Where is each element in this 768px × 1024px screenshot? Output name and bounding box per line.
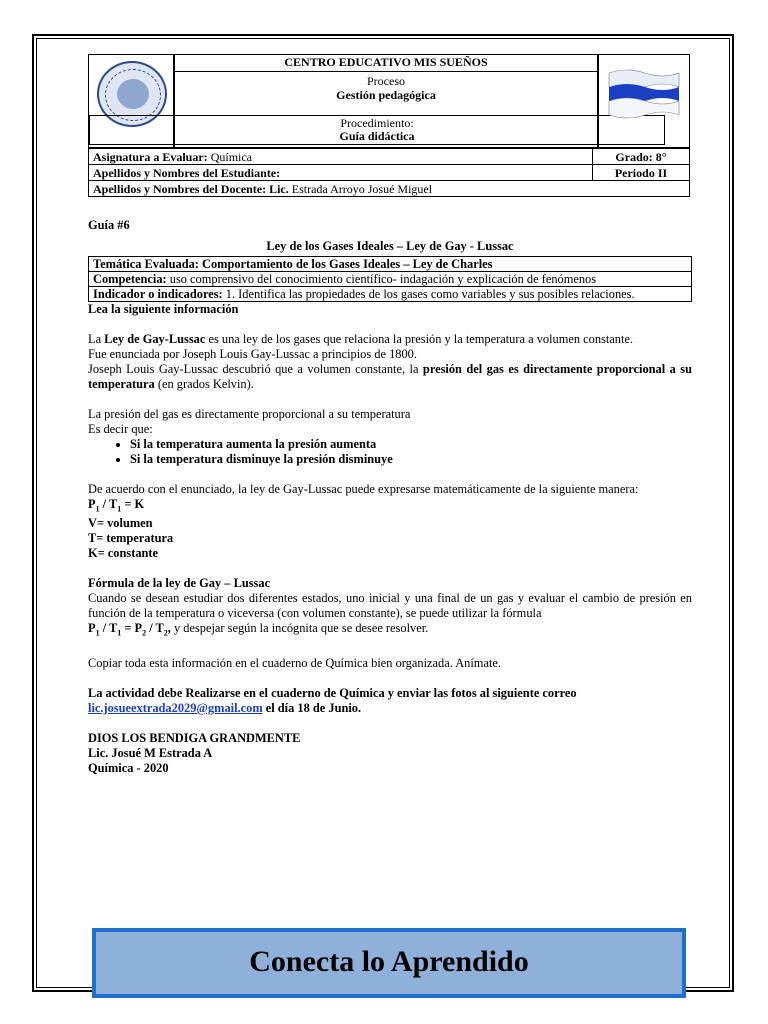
document-header [88,54,690,197]
procedimiento-row [89,115,665,145]
competencia-cell: Competencia: uso comprensivo del conocimiento científico- indagación y explicación de fenómenos [89,272,692,287]
paragraph-2: Fue enunciada por Joseph Louis Gay-Lussac a principios de 1800. [88,347,417,361]
proceso-value: Gestión pedagógica [336,88,436,102]
formula-1: $P_1 / T_1 = K$ [88,497,145,514]
guide-title: Ley de los Gases Ideales – Ley de Gay - Lussac [266,239,514,253]
list-item: • Si la temperatura aumenta la presión aumenta [130,437,692,452]
read-heading: Lea la siguiente información [88,302,239,316]
flag-cell [598,54,690,148]
paragraph-4: La presión del gas es directamente proporcional a su temperatura [88,407,411,421]
school-name: CENTRO EDUCATIVO MIS SUEÑOS [175,55,597,72]
paragraph-6: De acuerdo con el enunciado, la ley de Gay-Lussac puede expresarse matemáticamente de la siguiente manera: [88,482,639,496]
paragraph-1: La Ley de Gay-Lussac es una ley de los gases que relaciona la presión y la temperatura a volumen constante. [88,332,634,346]
proceso-label: Proceso [367,74,405,88]
procedimiento-label: Procedimiento: [340,116,414,130]
connect-banner: Conecta lo Aprendido [92,928,686,998]
periodo-cell: Periodo II [593,165,690,181]
docente-cell: Apellidos y Nombres del Docente: Lic. Estrada Arroyo Josué Miguel [89,181,690,197]
constant-definition: K= constante [88,546,159,561]
estudiante-cell: Apellidos y Nombres del Estudiante: [89,165,593,181]
paragraph-7: Cuando se desean estudiar dos diferentes estados, uno inicial y una final de un gas y evaluar el cambio de presión en función de la temperatura o viceversa (con volumen constante), se puede utilizar la fórmula [88,591,692,621]
temperature-definition: T= temperatura [88,531,174,546]
list-item: • Si la temperatura disminuye la presión disminuye [130,452,692,467]
formula-heading: Fórmula de la ley de Gay – Lussac [88,576,271,591]
tematica-cell: Temática Evaluada: Comportamiento de los Gases Ideales – Ley de Charles [89,257,692,272]
email-link[interactable]: lic.josueextrada2029@gmail.com [88,700,263,715]
document-body [88,218,692,776]
activity-text: La actividad debe Realizarse en el cuaderno de Química y enviar las fotos al siguiente correo [88,685,577,700]
indicador-cell: Indicador o indicadores: 1. Identifica las propiedades de los gases como variables y sus posibles relaciones. [89,287,692,302]
paragraph-5: Es decir que: [88,422,153,436]
volume-definition: V= volumen [88,516,153,531]
header-center [174,54,598,148]
signature-line-3: Química - 2020 [88,760,169,775]
rules-list [88,437,692,467]
paragraph-3: Joseph Louis Gay-Lussac descubrió que a volumen constante, la presión del gas es directamente proporcional a su temperatura (en grados Kelvin). [88,362,693,391]
grado-cell: Grado: 8° [593,149,690,165]
email-line: lic.josueextrada2029@gmail.com el día 18 de Junio. [88,700,362,715]
info-table [88,148,690,197]
signature-line-2: Lic. Josué M Estrada A [88,745,213,760]
flag-icon [607,67,681,119]
asignatura-cell: Asignatura a Evaluar: Química [89,149,593,165]
guide-number: Guía #6 [88,218,130,232]
signature-line-1: DIOS LOS BENDIGA GRANDMENTE [88,730,301,745]
procedimiento-value: Guía didáctica [339,129,415,143]
paragraph-8: Copiar toda esta información en el cuaderno de Química bien organizada. Anímate. [88,655,501,670]
formula-2: $P_1 / T_1 = P_2 / T_2$, y despejar según la incógnita que se desee resolver. [88,621,429,638]
topic-table [88,256,692,302]
